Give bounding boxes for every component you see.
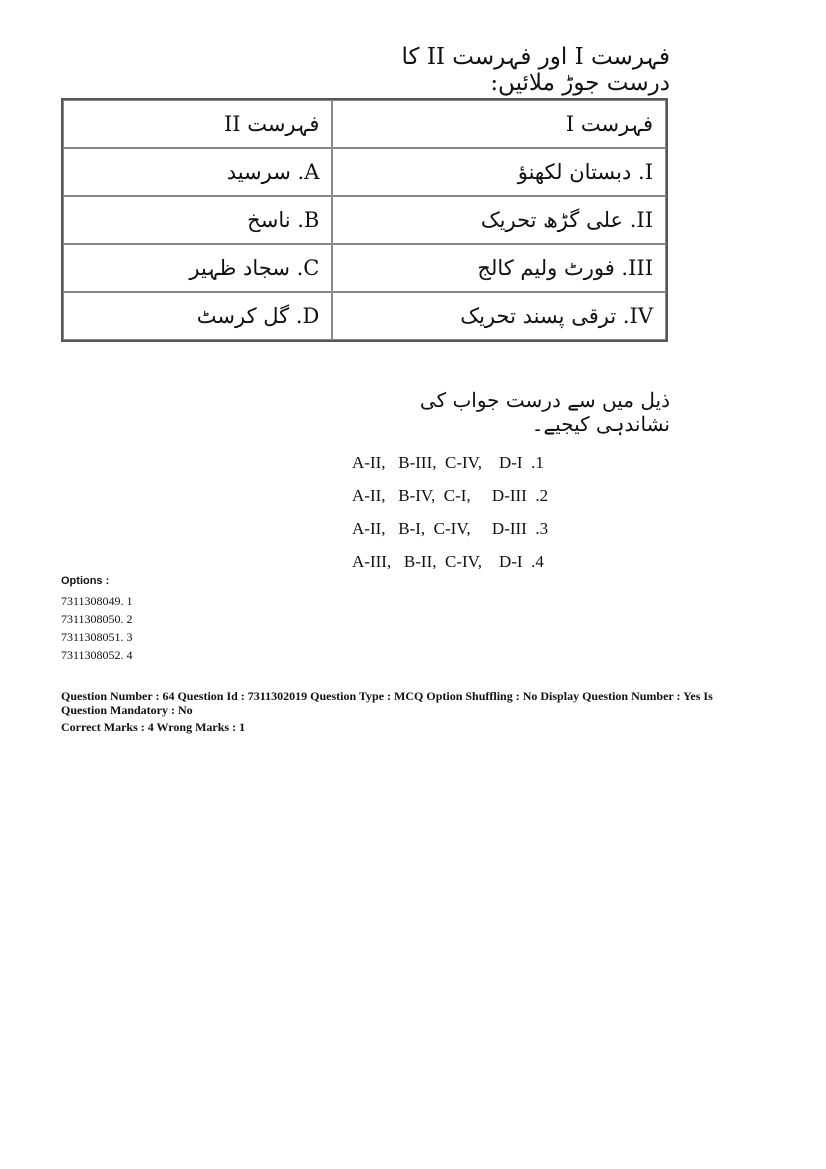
option-id-2: 7311308050. 2 bbox=[61, 612, 133, 626]
list-ii-item-d: D. گل کرسٹ bbox=[63, 292, 332, 340]
choice-4: A-III, B-II, C-IV, D-I .4 bbox=[352, 552, 544, 571]
list-ii-item-a: A. سرسید bbox=[63, 148, 332, 196]
option-id-4: 7311308052. 4 bbox=[61, 648, 133, 662]
question-info-line: Question Number : 64 Question Id : 7311302019 Question Type : MCQ Option Shuffling : No Display Question Number : Yes Is Question Mandatory : No bbox=[61, 689, 713, 717]
table-row bbox=[63, 196, 666, 244]
list-i-item-2: II. علی گڑھ تحریک bbox=[332, 196, 666, 244]
list-i-item-3: III. فورٹ ولیم کالج bbox=[332, 244, 666, 292]
table-row bbox=[63, 244, 666, 292]
list-ii-item-c: C. سجاد ظہیر bbox=[63, 244, 332, 292]
question-instruction: ذیل میں سے درست جواب کی نشاندہی کیجیے۔ bbox=[419, 388, 670, 436]
list-ii-item-b: B. ناسخ bbox=[63, 196, 332, 244]
options-section bbox=[61, 575, 133, 664]
list-i-item-4: IV. ترقی پسند تحریک bbox=[332, 292, 666, 340]
question-heading: فہرست I اور فہرست II کا درست جوڑ ملائیں: bbox=[401, 44, 670, 96]
marks-info-line: Correct Marks : 4 Wrong Marks : 1 bbox=[61, 720, 246, 734]
choice-2: A-II, B-IV, C-I, D-III .2 bbox=[352, 486, 549, 505]
table-row bbox=[63, 292, 666, 340]
options-title: Options : bbox=[61, 575, 110, 587]
list-ii-header: فہرست II bbox=[63, 100, 332, 148]
choice-3: A-II, B-I, C-IV, D-III .3 bbox=[352, 519, 549, 538]
answer-choices bbox=[352, 450, 592, 582]
matching-table bbox=[61, 98, 668, 342]
table-row bbox=[63, 148, 666, 196]
choice-1: A-II, B-III, C-IV, D-I .1 bbox=[352, 453, 544, 472]
table-header-row bbox=[63, 100, 666, 148]
list-i-item-1: I. دبستان لکھنؤ bbox=[332, 148, 666, 196]
list-i-header: فہرست I bbox=[332, 100, 666, 148]
option-id-3: 7311308051. 3 bbox=[61, 630, 133, 644]
question-metadata bbox=[61, 689, 751, 734]
option-id-1: 7311308049. 1 bbox=[61, 594, 133, 608]
